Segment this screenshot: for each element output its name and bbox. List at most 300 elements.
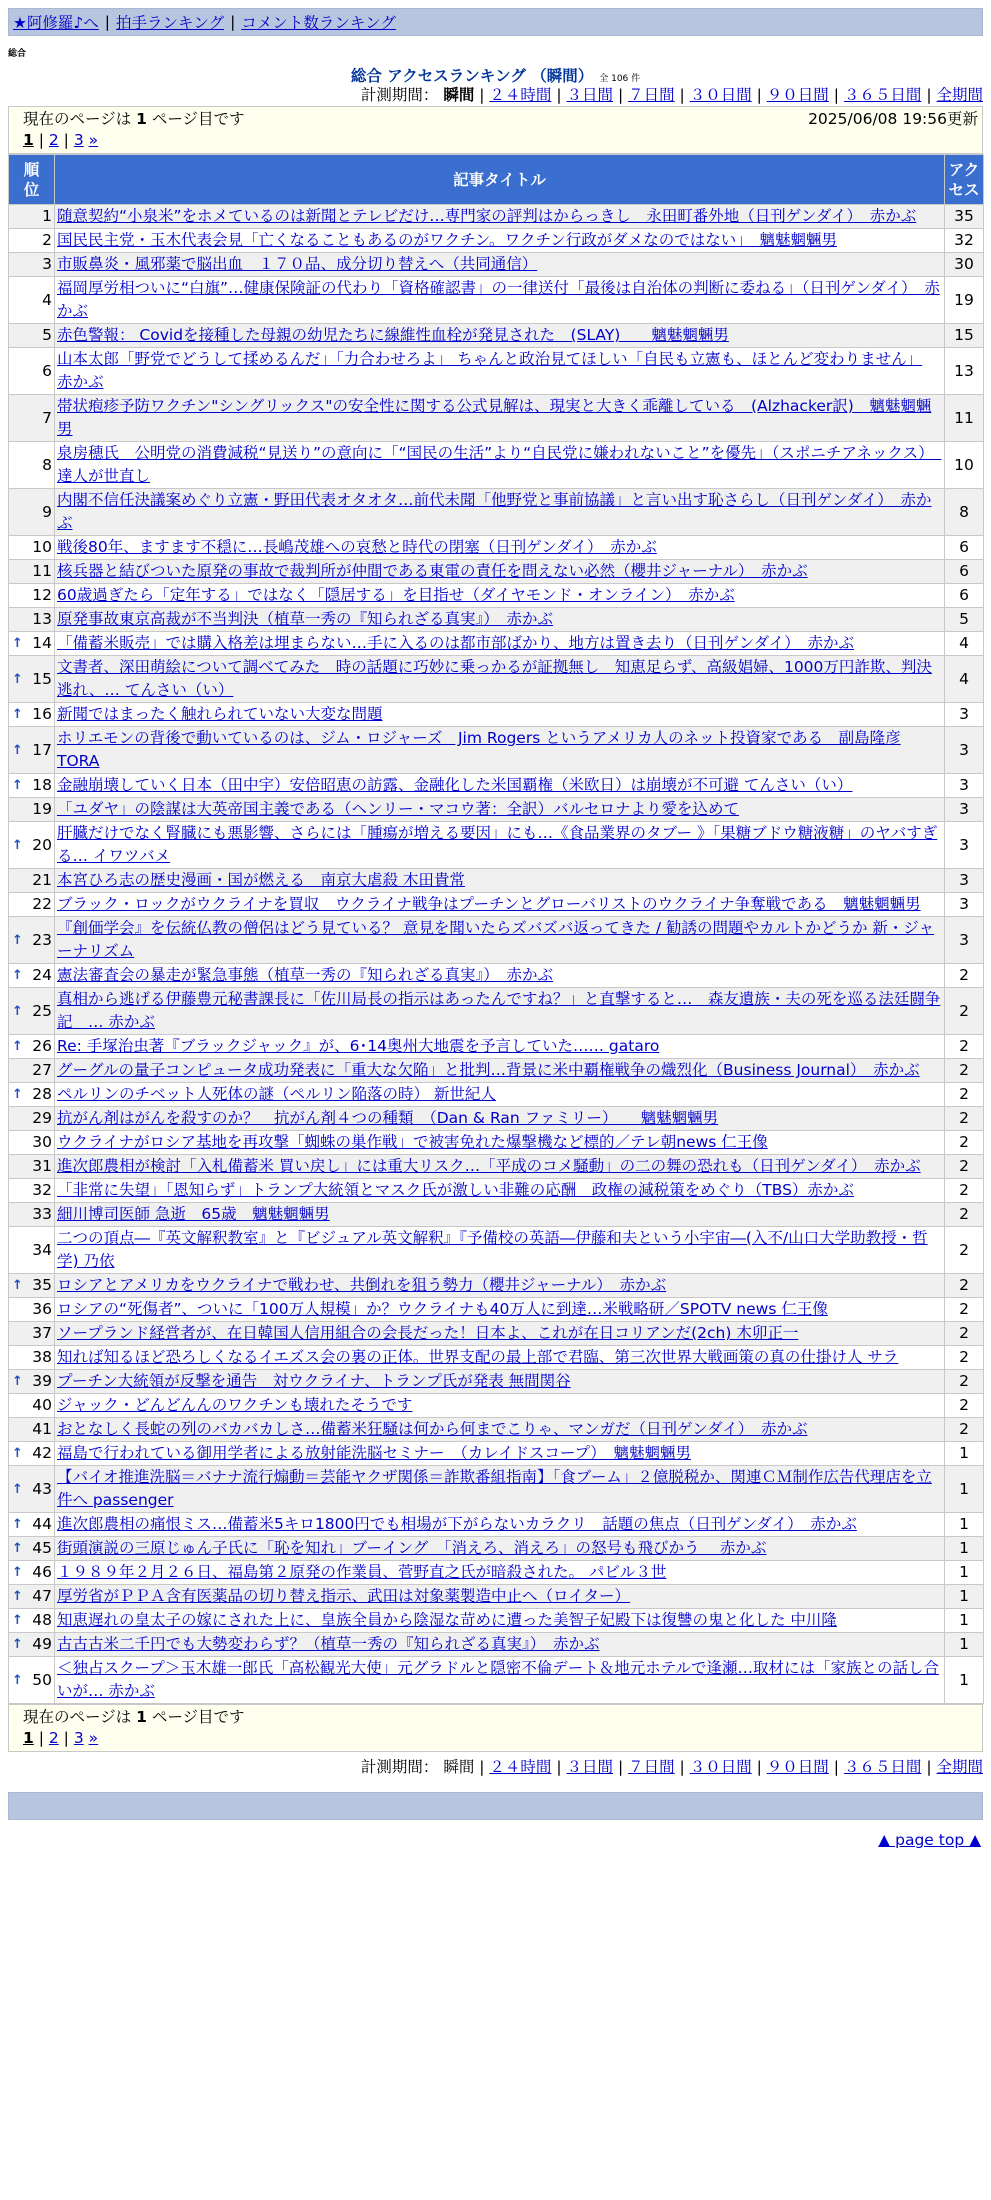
title-cell [55,395,945,442]
rank-cell [9,988,55,1035]
article-title-link[interactable]: ウクライナがロシア基地を再攻撃「蜘蛛の巣作戦」で被害免れた爆撃機など標的／テレ朝news 仁王像 [57,1133,768,1151]
title-cell [55,964,945,988]
access-count: 6 [945,560,984,584]
rank-up-arrow-icon: ↑ [12,1481,23,1497]
article-title-link[interactable]: 金融崩壊していく日本（田中宇）安倍昭恵の訪露、金融化した米国覇権（米欧日）は崩壊が不可避 てんさい（い） [57,776,853,794]
rank-number: 18 [32,776,52,794]
title-cell [55,798,945,822]
period-label: 計測期間： [360,86,439,104]
current-page-number: 1 [136,1708,147,1726]
rank-cell [9,798,55,822]
table-row [9,1633,984,1657]
table-row [9,584,984,608]
header-title: 記事タイトル [55,155,945,205]
rank-number: 45 [32,1539,52,1557]
title-cell [55,205,945,229]
rank-number: 24 [32,966,52,984]
rank-cell [9,1274,55,1298]
title-cell [55,1035,945,1059]
page-status-box-bottom [8,1704,983,1752]
home-link[interactable]: ★阿修羅♪へ [13,14,99,32]
rank-up-arrow-icon: ↑ [12,1672,23,1688]
pager-link[interactable]: 3 [73,1729,84,1747]
article-title-link[interactable]: ソープランド経営者が、在日韓国人信用組合の会長だった！日本よ、これが在日コリアンだ(2ch) 木卯正一 [57,1324,799,1342]
rank-up-arrow-icon: ↑ [12,1565,23,1580]
rank-up-arrow-icon: ↑ [12,1517,23,1532]
article-title-link[interactable]: ペルリンのチベット人死体の謎（ペルリン陥落の時） 新世紀人 [57,1085,496,1103]
header-access-label: アク セス [948,160,980,199]
pager-link[interactable]: 2 [48,1729,59,1747]
title-cell [55,1059,945,1083]
article-title-link[interactable]: 随意契約“小泉米”をホメているのは新聞とテレビだけ…専門家の評判はからっきし 永田町番外地（日刊ゲンダイ） 赤かぶ [57,207,917,225]
rank-number: 33 [32,1205,52,1223]
article-title-link[interactable]: おとなしく長蛇の列のバカバカしさ…備蓄米狂騒は何から何までこりゃ、マンガだ（日刊ゲンダイ） 赤かぶ [57,1420,808,1438]
period-link[interactable]: 全期間 [936,1758,983,1776]
access-count: 3 [945,917,984,964]
rank-cell [9,1585,55,1609]
rank-cell [9,1155,55,1179]
period-selector-bottom [8,1756,983,1778]
access-count: 2 [945,1131,984,1155]
page-top-link[interactable]: ▲ page top ▲ [878,1831,981,1849]
period-link[interactable]: ３６５日間 [843,1758,922,1776]
article-title-link[interactable]: 抗がん剤はがんを殺すのか？ 抗がん剤４つの種類 （Dan & Ran ファミリー） 魑魅魍魎男 [57,1109,719,1127]
article-title-link[interactable]: 「備蓄米販売」では購入格差は埋まらない…手に入るのは都市部ばかり、地方は置き去り（日刊ゲンダイ） 赤かぶ [57,634,855,652]
title-cell [55,1346,945,1370]
rank-number: 37 [32,1324,52,1342]
rank-number: 31 [32,1157,52,1175]
rank-cell [9,1179,55,1203]
article-title-link[interactable]: 「非常に失望」「恩知らず」トランプ大統領とマスク氏が激しい非難の応酬 政権の減税策をめぐり（TBS）赤かぶ [57,1181,854,1199]
article-title-link[interactable]: 帯状疱疹予防ワクチン"シングリックス"の安全性に関する公式見解は、現実と大きく乖離している (Alzhacker訳) 魑魅魍魎男 [57,397,932,438]
title-cell [55,1322,945,1346]
article-title-link[interactable]: 内閣不信任決議案めぐり立憲・野田代表オタオタ…前代未聞「他野党と事前協議」と言い出す恥さらし（日刊ゲンダイ） 赤かぶ [57,491,932,532]
rank-up-arrow-icon: ↑ [12,1637,23,1652]
rank-cell [9,1083,55,1107]
rank-number: 15 [32,669,52,688]
title-cell [55,1537,945,1561]
title-cell [55,229,945,253]
article-title-link[interactable]: 知れば知るほど恐ろしくなるイエズス会の裏の正体。世界支配の最上部で君臨、第三次世界大戦画策の真の仕掛け人 サラ [57,1348,899,1366]
article-title-link[interactable]: 二つの頂点―『英文解釈教室』と『ビジュアル英文解釈』『予備校の英語―伊藤和夫という小宇宙―(入不/山口大学助教授・哲学) 乃依 [57,1229,928,1270]
table-row [9,917,984,964]
rank-cell [9,774,55,798]
title-cell [55,1585,945,1609]
title-cell [55,1418,945,1442]
article-title-link[interactable]: 進次郎農相の痛恨ミス…備蓄米5キロ1800円でも相場が下がらないカラクリ 話題の焦点（日刊ゲンダイ） 赤かぶ [57,1515,857,1533]
rank-cell [9,1466,55,1513]
article-title-link[interactable]: 福島で行われている御用学者による放射能洗脳セミナー （カレイドスコープ） 魑魅魍魎男 [57,1444,691,1462]
page [8,8,983,1852]
rank-up-arrow-icon: ↑ [12,1446,23,1461]
rank-number: 49 [32,1635,52,1653]
pager-link[interactable]: 3 [73,131,84,149]
article-title-link[interactable]: 60歳過ぎたら「定年する」ではなく「隠居する」を目指せ（ダイヤモンド・オンライン） 赤かぶ [57,586,735,604]
access-count: 11 [945,395,984,442]
table-row [9,1298,984,1322]
rank-cell [9,1131,55,1155]
table-row [9,536,984,560]
table-row [9,1035,984,1059]
table-row [9,348,984,395]
rank-cell [9,229,55,253]
rank-number: 11 [32,562,52,580]
article-title-link[interactable]: 赤色警報： Covidを接種した母親の幼児たちに線維性血栓が発見された (SLAY) 魑魅魍魎男 [57,326,729,344]
rank-up-arrow-icon: ↑ [12,1039,23,1054]
current-page-text: 現在のページは 1 ページ目です [23,1708,245,1726]
article-title-link[interactable]: 文書者、深田萌絵について調べてみた 時の話題に巧妙に乗っかるが証拠無し 知恵足らず、高級娼婦、1000万円詐欺、判決逃れ、… てんさい（い） [57,658,932,699]
access-count: 2 [945,1107,984,1131]
access-count: 3 [945,727,984,774]
page-title [8,64,983,84]
title-cell [55,489,945,536]
rank-cell [9,1370,55,1394]
rank-number: 7 [42,408,52,427]
table-row [9,1155,984,1179]
access-count: 1 [945,1633,984,1657]
table-row [9,489,984,536]
access-count: 35 [945,205,984,229]
rank-number: 26 [32,1037,52,1055]
rank-cell [9,1203,55,1227]
title-cell [55,822,945,869]
rank-up-arrow-icon: ↑ [12,742,23,758]
article-title-link[interactable]: 戦後80年、ますます不穏に…長嶋茂雄への哀愁と時代の閉塞（日刊ゲンダイ） 赤かぶ [57,538,657,556]
rank-cell [9,348,55,395]
title-cell [55,348,945,395]
article-title-link[interactable]: 進次郎農相が検討「入札備蓄米 買い戻し」には重大リスク…「平成のコメ騒動」の二の舞の恐れも（日刊ゲンダイ） 赤かぶ [57,1157,921,1175]
title-cell [55,560,945,584]
article-title-link[interactable]: 『創価学会』を伝統仏教の僧侶はどう見ている？ 意見を聞いたらズバズバ返ってきた / 勧誘の問題やカルトかどうか 新・ジャーナリズム [57,919,935,960]
table-row [9,798,984,822]
access-count: 1 [945,1466,984,1513]
table-row [9,253,984,277]
period-link[interactable]: ３０日間 [689,86,752,104]
title-cell [55,1227,945,1274]
article-title-link[interactable]: ホリエモンの背後で動いているのは、ジム・ロジャーズ Jim Rogers というアメリカ人のネット投資家である 副島隆彦 TORA [57,729,901,770]
title-cell [55,1107,945,1131]
access-count: 1 [945,1657,984,1704]
article-title-link[interactable]: 原発事故東京高裁が不当判決（植草一秀の『知られざる真実』） 赤かぶ [57,610,554,628]
nav-separator: | [104,13,111,31]
period-links: | ２４時間 | ３日間 | ７日間 | ３０日間 | ９０日間 | ３６５日間 | 全期間 [479,1758,983,1776]
period-current: 瞬間 [443,86,475,104]
table-row [9,1370,984,1394]
access-count: 3 [945,893,984,917]
rank-cell [9,964,55,988]
access-count: 2 [945,1394,984,1418]
pager-bottom: 1 | 2 | 3 » [23,1729,99,1747]
pager-next[interactable]: » [88,131,99,149]
rank-number: 17 [32,740,52,759]
title-cell [55,869,945,893]
title-cell [55,1274,945,1298]
pager-current: 1 [23,131,34,149]
period-link[interactable]: ９０日間 [766,86,829,104]
rank-number: 16 [32,705,52,723]
period-link[interactable]: ９０日間 [766,1758,829,1776]
rank-up-arrow-icon: ↑ [12,1003,23,1019]
article-title-link[interactable]: ＜独占スクープ＞玉木雄一郎氏「高松観光大使」元グラドルと隠密不倫デート＆地元ホテルで逢瀬…取材には「家族との話し合いが… 赤かぶ [57,1659,939,1700]
rank-cell [9,584,55,608]
access-count: 30 [945,253,984,277]
pager-link[interactable]: 2 [48,131,59,149]
article-title-link[interactable]: 新聞ではまったく触れられていない大変な問題 [57,705,383,723]
access-count: 3 [945,798,984,822]
article-title-link[interactable]: １９８９年２月２６日、福島第２原発の作業員、菅野直之氏が暗殺された。 パビル３世 [57,1563,667,1581]
rank-number: 41 [32,1420,52,1438]
rank-cell [9,1513,55,1537]
title-cell [55,253,945,277]
title-cell [55,632,945,656]
rank-number: 35 [32,1276,52,1294]
rank-number: 21 [32,871,52,889]
rank-cell [9,324,55,348]
rank-number: 13 [32,610,52,628]
rank-number: 23 [32,930,52,949]
period-selector-top [8,84,983,106]
rank-number: 50 [32,1670,52,1689]
rank-cell [9,1059,55,1083]
table-row [9,869,984,893]
access-count: 3 [945,822,984,869]
title-cell [55,1179,945,1203]
table-row [9,1513,984,1537]
pager-top: 1 | 2 | 3 » [23,131,99,149]
title-cell [55,1155,945,1179]
article-title-link[interactable]: 真相から逃げる伊藤豊元秘書課長に「佐川局長の指示はあったんですね？」と直撃すると… 森友遺族・夫の死を巡る法廷闘争記 … 赤かぶ [57,990,941,1031]
rank-up-arrow-icon: ↑ [12,932,23,948]
article-title-link[interactable]: グーグルの量子コンピュータ成功発表に「重大な欠陥」と批判…背景に米中覇権戦争の熾烈化（Business Journal） 赤かぶ [57,1061,920,1079]
rank-number: 43 [32,1479,52,1498]
title-cell [55,656,945,703]
access-count: 15 [945,324,984,348]
article-title-link[interactable]: 【バイオ推進洗脳＝バナナ流行煽動＝芸能ヤクザ関係＝詐欺番組指南】「食ブーム」２億脱税か、関連ＣＭ制作広告代理店を立件へ passenger [57,1468,932,1509]
ranking-table [8,154,984,1704]
table-row [9,324,984,348]
rank-cell [9,1035,55,1059]
rank-number: 29 [32,1109,52,1127]
rank-cell [9,205,55,229]
article-title-link[interactable]: 厚労省がＰＰＡ含有医薬品の切り替え指示、武田は対象薬製造中止へ（ロイター） [57,1587,631,1605]
title-cell [55,1370,945,1394]
access-count: 2 [945,964,984,988]
table-row [9,395,984,442]
article-title-link[interactable]: 市販鼻炎・風邪薬で脳出血 １７０品、成分切り替えへ（共同通信） [57,255,538,273]
period-link[interactable]: ３日間 [566,1758,614,1776]
rank-cell [9,1346,55,1370]
rank-number: 32 [32,1181,52,1199]
rank-number: 48 [32,1611,52,1629]
rank-number: 20 [32,835,52,854]
rank-number: 39 [32,1372,52,1390]
title-cell [55,1657,945,1704]
rank-cell [9,1418,55,1442]
rank-cell [9,656,55,703]
rank-up-arrow-icon: ↑ [12,1541,23,1556]
table-row [9,656,984,703]
article-title-link[interactable]: 本宮ひろ志の歴史漫画・国が燃える 南京大虐殺 木田貴常 [57,871,465,889]
table-row [9,1442,984,1466]
header-rank-label: 順 位 [23,160,40,199]
table-row [9,1585,984,1609]
period-current: 瞬間 [443,1758,475,1776]
title-cell [55,442,945,489]
rank-up-arrow-icon: ↑ [12,837,23,853]
access-count: 4 [945,656,984,703]
title-cell [55,988,945,1035]
article-title-link[interactable]: 「ユダヤ」の陰謀は大英帝国主義である（ヘンリー・マコウ著：全訳）バルセロナより愛を込めて [57,800,740,818]
access-count: 19 [945,277,984,324]
rank-cell [9,1537,55,1561]
rank-number: 2 [42,231,52,249]
table-row [9,632,984,656]
article-title-link[interactable]: 知恵遅れの皇太子の嫁にされた上に、皇族全員から陰湿な苛めに遭った美智子妃殿下は復讐の鬼と化した 中川隆 [57,1611,837,1629]
article-title-link[interactable]: ロシアとアメリカをウクライナで戦わせ、共倒れを狙う勢力（櫻井ジャーナル） 赤かぶ [57,1276,667,1294]
title-cell [55,1466,945,1513]
article-title-link[interactable]: 国民民主党・玉木代表会見「亡くなることもあるのがワクチン。ワクチン行政がダメなのではない」 魑魅魍魎男 [57,231,837,249]
access-count: 2 [945,1155,984,1179]
period-link[interactable]: ３日間 [566,86,614,104]
rank-number: 10 [32,538,52,556]
rank-cell [9,1227,55,1274]
total-count: 全 106 件 [599,74,641,84]
article-title-link[interactable]: 泉房穂氏 公明党の消費減税“見送り”の意向に「“国民の生活”より“自民党に嫌われないこと”を優先」（スポニチアネックス） 達人が世直し [57,444,942,485]
table-row [9,822,984,869]
article-title-link[interactable]: 細川博司医師 急逝 65歳 魑魅魍魎男 [57,1205,330,1223]
rank-up-arrow-icon: ↑ [12,1589,23,1604]
title-cell [55,324,945,348]
access-count: 3 [945,774,984,798]
table-row [9,1179,984,1203]
period-link[interactable]: ３０日間 [689,1758,752,1776]
rank-cell [9,253,55,277]
pager-next[interactable]: » [88,1729,99,1747]
access-count: 2 [945,1322,984,1346]
table-row [9,1466,984,1513]
period-link[interactable]: ２４時間 [489,86,552,104]
table-row [9,964,984,988]
period-link[interactable]: ２４時間 [489,1758,552,1776]
period-link[interactable]: ７日間 [628,1758,675,1776]
applause-ranking-link[interactable]: 拍手ランキング [116,14,225,32]
title-cell [55,774,945,798]
table-row [9,1609,984,1633]
table-row [9,893,984,917]
title-cell [55,1203,945,1227]
rank-cell [9,277,55,324]
access-count: 2 [945,1274,984,1298]
article-title-link[interactable]: 古古古米二千円でも大勢変わらず？（植草一秀の『知られざる真実』） 赤かぶ [57,1635,600,1653]
title-cell [55,1561,945,1585]
rank-number: 1 [42,207,52,225]
title-cell [55,1394,945,1418]
title-cell [55,893,945,917]
table-row [9,277,984,324]
article-title-link[interactable]: 福岡厚労相ついに“白旗”…健康保険証の代わり「資格確認書」の一律送付「最後は自治体の判断に委ねる」（日刊ゲンダイ） 赤かぶ [57,279,940,320]
rank-number: 36 [32,1300,52,1318]
rank-cell [9,1322,55,1346]
title-cell [55,1442,945,1466]
rank-cell [9,560,55,584]
article-title-link[interactable]: 核兵器と結びついた原発の事故で裁判所が仲間である東電の責任を問えない必然（櫻井ジャーナル） 赤かぶ [57,562,808,580]
period-link[interactable]: ７日間 [628,86,675,104]
rank-number: 28 [32,1085,52,1103]
pager-current: 1 [23,1729,34,1747]
article-title-link[interactable]: ロシアの“死傷者”、ついに「100万人規模」か？ウクライナも40万人に到達…米戦略研／SPOTV news 仁王像 [57,1300,828,1318]
table-row [9,1657,984,1704]
access-count: 1 [945,1561,984,1585]
table-row [9,1346,984,1370]
article-title-link[interactable]: 憲法審査会の暴走が緊急事態（植草一秀の『知られざる真実』） 赤かぶ [57,966,554,984]
rank-number: 12 [32,586,52,604]
title-cell [55,1131,945,1155]
article-title-link[interactable]: ブラック・ロックがウクライナを買収 ウクライナ戦争はプーチンとグローバリストのウクライナ争奪戦である 魑魅魍魎男 [57,895,921,913]
title-cell [55,1298,945,1322]
rank-number: 19 [32,800,52,818]
article-title-link[interactable]: 肝臓だけでなく腎臓にも悪影響、さらには「腫瘍が増える要因」にも…《食品業界のタブー 》「果糖ブドウ糖液糖」のヤバすぎる… イワツバメ [57,824,938,865]
access-count: 2 [945,1370,984,1394]
period-link[interactable]: 全期間 [936,86,983,104]
rank-cell [9,1442,55,1466]
rank-number: 30 [32,1133,52,1151]
table-row [9,1418,984,1442]
article-title-link[interactable]: ジャック・どんどんんのワクチンも壊れたそうです [57,1396,413,1414]
access-count: 2 [945,1203,984,1227]
rank-cell [9,1633,55,1657]
rank-number: 4 [42,290,52,309]
access-count: 1 [945,1585,984,1609]
rank-number: 9 [42,502,52,521]
access-count: 2 [945,1227,984,1274]
title-cell [55,1633,945,1657]
title-cell [55,1513,945,1537]
updated-timestamp: 2025/06/08 19:56更新 [808,110,978,128]
access-count: 10 [945,442,984,489]
period-link[interactable]: ３６５日間 [843,86,922,104]
access-count: 2 [945,1035,984,1059]
article-title-link[interactable]: プーチン大統領が反撃を通告 対ウクライナ、トランプ氏が発表 無間関谷 [57,1372,571,1390]
table-row [9,727,984,774]
rank-cell [9,1561,55,1585]
table-row [9,1322,984,1346]
article-title-link[interactable]: Re: 手塚治虫著『ブラックジャック』が、6･14奥州大地震を予言していた…… gataro [57,1037,660,1055]
access-count: 6 [945,536,984,560]
rank-number: 40 [32,1396,52,1414]
table-row [9,1107,984,1131]
rank-cell [9,893,55,917]
table-row [9,1274,984,1298]
comment-ranking-link[interactable]: コメント数ランキング [241,14,396,32]
article-title-link[interactable]: 山本太郎「野党でどうして揉めるんだ」「力合わせろよ」 ちゃんと政治見てほしい「自民も立憲も、ほとんど変わりません」 赤かぶ [57,350,923,391]
table-row [9,1083,984,1107]
table-row [9,1561,984,1585]
rank-number: 25 [32,1001,52,1020]
rank-number: 44 [32,1515,52,1533]
rank-number: 42 [32,1444,52,1462]
rank-number: 46 [32,1563,52,1581]
rank-up-arrow-icon: ↑ [12,1374,23,1389]
article-title-link[interactable]: 街頭演説の三原じゅん子氏に「恥を知れ」ブーイング 「消えろ、消えろ」の怒号も飛びかう 赤かぶ [57,1539,767,1557]
access-count: 4 [945,632,984,656]
access-count: 1 [945,1513,984,1537]
rank-cell [9,395,55,442]
rank-cell [9,869,55,893]
access-count: 2 [945,1298,984,1322]
rank-cell [9,1609,55,1633]
rank-up-arrow-icon: ↑ [12,636,23,651]
table-row [9,608,984,632]
